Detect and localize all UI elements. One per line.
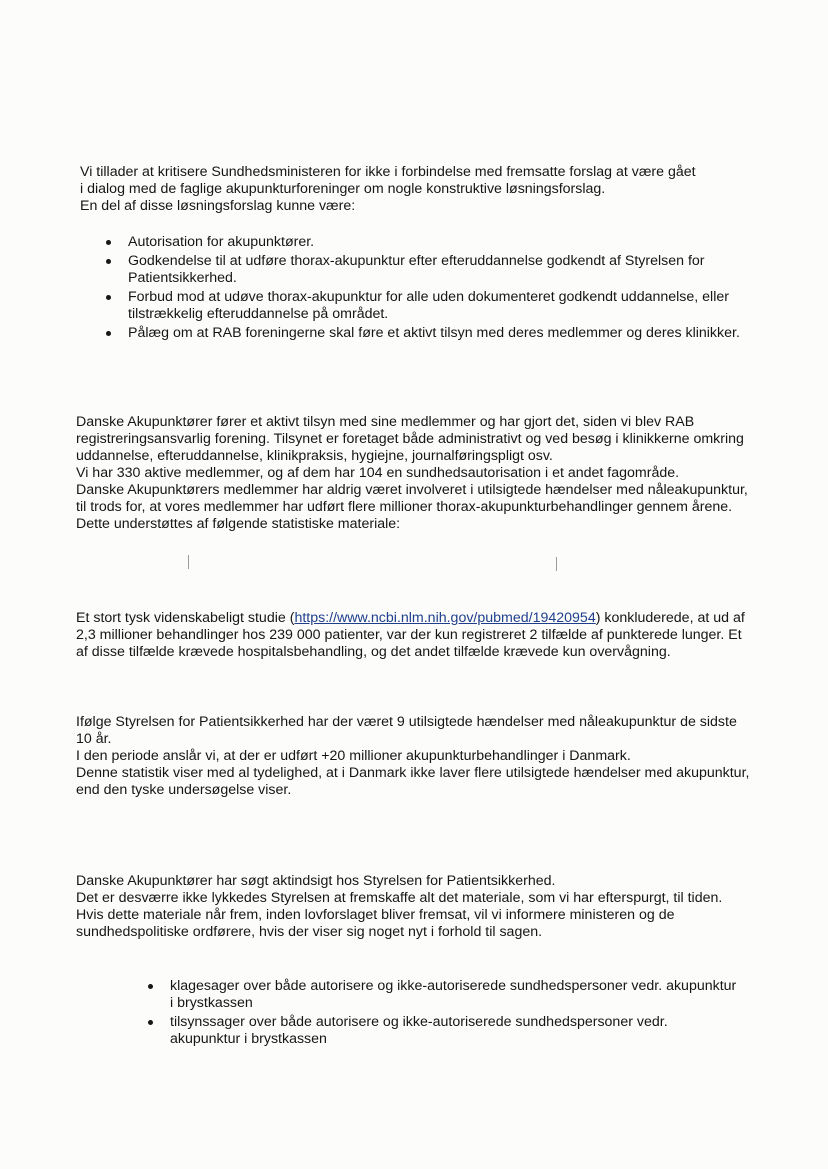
supervision-text-3: Danske Akupunktørers medlemmer har aldrig været involveret i utilsigtede hændelser med nåleakupunktur, til trods for, at vores medlemmer har udført flere millioner thorax-akupunkturbehandlinger gennem årene. [76, 482, 748, 515]
supervision-text-1: Danske Akupunktører fører et aktivt tilsyn med sine medlemmer og har gjort det, siden vi blev RAB registreringsansvarlig forening. Tilsynet er foretaget både administrativt og ved besøg i klinikkerne omkring uddannelse, efteruddannelse, klinikpraksis, hygiejne, journalføringspligt osv. [76, 414, 744, 464]
proposals-list-block [106, 234, 756, 344]
intro-line-3: En del af disse løsningsforslag kunne være: [80, 198, 356, 214]
case-text: klagesager over både autorisere og ikke-autoriserede sundhedspersoner vedr. akupunktur i brystkassen [170, 978, 737, 1011]
bullet-icon [106, 259, 111, 264]
access-text-1: Danske Akupunktører har søgt aktindsigt hos Styrelsen for Patientsikkerhed. [76, 873, 556, 889]
intro-paragraph [80, 164, 760, 215]
bullet-icon [148, 984, 153, 989]
statistics-text-1: Ifølge Styrelsen for Patientsikkerhed har der været 9 utilsigtede hændelser med nåleakupunktur de sidste 10 år. [76, 714, 737, 747]
intro-line-2: i dialog med de faglige akupunkturforeninger om nogle konstruktive løsningsforslag. [80, 181, 606, 197]
bullet-icon [148, 1020, 153, 1025]
study-paragraph [76, 610, 756, 661]
statistics-paragraph [76, 714, 756, 799]
intro-line-1: Vi tillader at kritisere Sundhedsministeren for ikke i forbindelse med fremsatte forslag at være gået [80, 164, 696, 180]
statistics-text-2: I den periode anslår vi, at der er udført +20 millioner akupunkturbehandlinger i Danmark. [76, 748, 631, 764]
access-text-2: Det er desværre ikke lykkedes Styrelsen at fremskaffe alt det materiale, som vi har efterspurgt, til tiden. [76, 890, 723, 906]
supervision-text-4: Dette understøttes af følgende statistiske materiale: [76, 516, 401, 532]
bullet-icon [106, 240, 111, 245]
list-item [148, 1014, 738, 1048]
study-text-after: ) konkluderede, at ud af 2,3 millioner behandlinger hos 239 000 patienter, var der kun registreret 2 tilfælde af punkterede lunger. Et af disse tilfælde krævede hospitalsbehandling, og det andet tilfælde krævede kun overvågning. [76, 610, 745, 660]
supervision-paragraph [76, 414, 756, 533]
proposal-text: Autorisation for akupunktører. [128, 234, 315, 250]
bullet-icon [106, 331, 111, 336]
pubmed-link[interactable]: https://www.ncbi.nlm.nih.gov/pubmed/19420954 [294, 610, 596, 626]
cases-list [148, 978, 738, 1048]
list-item [106, 234, 756, 251]
case-text: tilsynssager over både autorisere og ikke-autoriserede sundhedspersoner vedr. akupunktur i brystkassen [170, 1014, 668, 1047]
proposal-text: Godkendelse til at udføre thorax-akupunktur efter efteruddannelse godkendt af Styrelsen for Patientsikkerhed. [128, 253, 705, 286]
statistics-text-3: Denne statistik viser med al tydelighed, at i Danmark ikke laver flere utilsigtede hændelser med akupunktur, end den tyske undersøgelse viser. [76, 765, 750, 798]
proposals-list [106, 234, 756, 342]
list-item [106, 289, 756, 323]
study-text-before: Et stort tysk videnskabeligt studie ( [76, 610, 295, 626]
access-paragraph [76, 873, 756, 941]
supervision-text-2: Vi har 330 aktive medlemmer, og af dem har 104 en sundhedsautorisation i et andet fagområde. [76, 465, 680, 481]
scan-mark [188, 555, 189, 569]
list-item [106, 253, 756, 287]
study-text [76, 610, 756, 661]
list-item [148, 978, 738, 1012]
cases-list-block [148, 978, 738, 1050]
bullet-icon [106, 295, 111, 300]
proposal-text: Pålæg om at RAB foreningerne skal føre et aktivt tilsyn med deres medlemmer og deres klinikker. [128, 325, 740, 341]
proposal-text: Forbud mod at udøve thorax-akupunktur for alle uden dokumenteret godkendt uddannelse, eller tilstrækkelig efteruddannelse på området. [128, 289, 729, 322]
access-text-3: Hvis dette materiale når frem, inden lovforslaget bliver fremsat, vil vi informere ministeren og de sundhedspolitiske ordførere, hvis der viser sig noget nyt i forhold til sagen. [76, 907, 675, 940]
list-item [106, 325, 756, 342]
scan-mark [556, 557, 557, 571]
